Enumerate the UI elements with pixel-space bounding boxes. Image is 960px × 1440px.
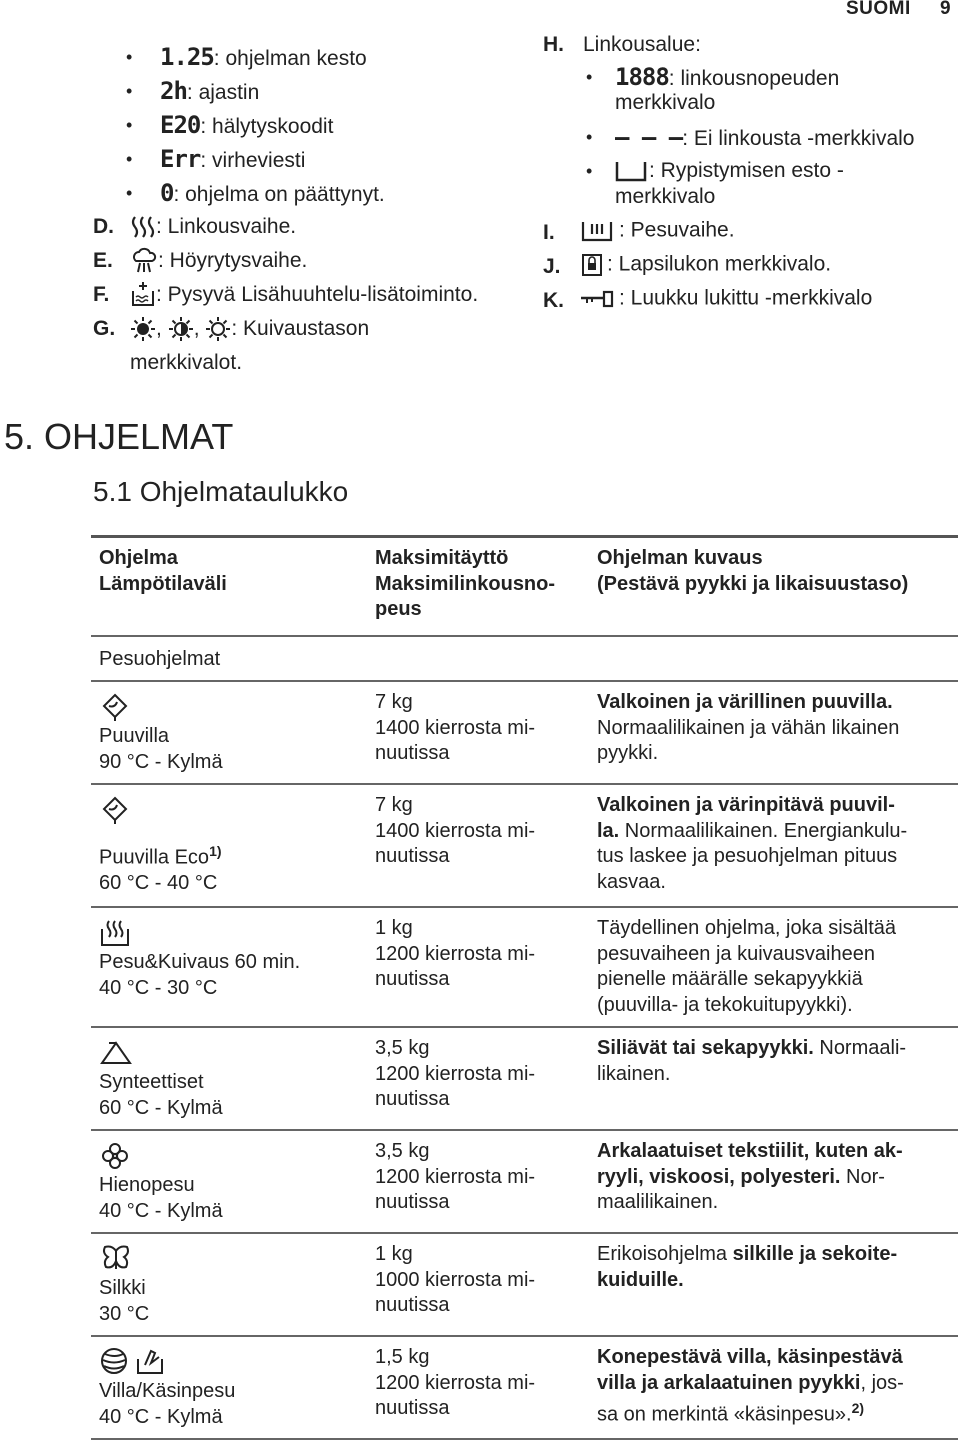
cotton-eco-icon bbox=[99, 793, 131, 827]
legend-item-f bbox=[93, 278, 513, 312]
legend-text: : linkousnopeuden bbox=[668, 67, 840, 90]
program-table bbox=[91, 535, 958, 1440]
header-program: Ohjelma Lämpötilaväli bbox=[99, 547, 227, 595]
legend-item-k bbox=[543, 283, 953, 317]
legend-text: : virheviesti bbox=[200, 149, 306, 172]
duration-display-icon: 1.25 bbox=[160, 43, 214, 71]
steam-icon bbox=[130, 247, 158, 275]
temperature-range: 60 °C - Kylmä bbox=[99, 1096, 223, 1119]
table-row: Villa/Käsinpesu 40 °C - Kylmä 1,5 kg 1200 kierrosta mi- nuutissa Konepestävä villa, käsinpestävä villa ja arkalaatuinen pyykki, jos- sa on merkintä «käsinpesu».$^{2)}$ bbox=[91, 1336, 958, 1439]
error-display-icon: Err bbox=[160, 145, 201, 173]
program-name: Puuvilla Eco bbox=[99, 846, 210, 869]
legend-text: : ohjelma on päättynyt. bbox=[173, 183, 385, 206]
legend-text: : hälytyskoodit bbox=[200, 115, 334, 138]
bullet: • bbox=[126, 81, 133, 101]
footnote-mark: 2) bbox=[851, 1400, 865, 1416]
legend-text: : ajastin bbox=[186, 81, 260, 104]
program-name: Silkki bbox=[99, 1277, 146, 1299]
language-label: SUOMI bbox=[846, 0, 911, 19]
temperature-range: 30 °C bbox=[99, 1302, 150, 1325]
end-display-icon: 0 bbox=[160, 179, 174, 207]
subsection-title: 5.1 Ohjelmataulukko bbox=[93, 476, 349, 507]
program-name: Villa/Käsinpesu bbox=[99, 1380, 236, 1402]
permanent-extra-rinse-icon bbox=[130, 281, 156, 309]
table-header-row bbox=[91, 537, 958, 636]
legend-item-error bbox=[93, 142, 513, 176]
table-section-row bbox=[91, 636, 958, 682]
cotton-icon bbox=[99, 690, 131, 724]
temperature-range: 40 °C - Kylmä bbox=[99, 1405, 223, 1428]
legend-item-duration bbox=[93, 40, 513, 74]
page-number: 9 bbox=[940, 0, 951, 19]
legend-text: : Höyrytysvaihe. bbox=[158, 249, 308, 272]
legend-text: Linkousalue: bbox=[583, 33, 701, 56]
legend-item-h bbox=[543, 29, 953, 61]
legend-left bbox=[93, 40, 513, 380]
footnote-mark: 1) bbox=[209, 843, 222, 859]
legend-letter: H. bbox=[543, 33, 564, 56]
bullet: • bbox=[586, 127, 593, 147]
legend-text: : Rypistymisen esto - bbox=[649, 159, 844, 182]
legend-text: : Kuivaustason bbox=[231, 317, 370, 340]
spin-phase-icon bbox=[130, 214, 156, 240]
legend-letter: F. bbox=[93, 283, 110, 306]
door-locked-icon bbox=[579, 286, 619, 312]
header-max-load: Maksimitäyttö Maksimilinkousno- peus bbox=[375, 547, 556, 620]
legend-item-i bbox=[543, 215, 953, 249]
no-spin-display-icon: – – – bbox=[615, 123, 683, 151]
program-name: Puuvilla bbox=[99, 725, 170, 747]
table-row: Pesu&Kuivaus 60 min. 40 °C - 30 °C 1 kg 1200 kierrosta mi- nuutissa Täydellinen ohjelma, joka sisältää pesuvaiheen ja kuivausvaiheen pienelle määrälle sekapyykkiä (puuvilla- ja tekokuitupyykki). bbox=[91, 907, 958, 1027]
legend-item-e bbox=[93, 244, 513, 278]
legend-text: : Lapsilukon merkkivalo. bbox=[607, 252, 832, 276]
bullet: • bbox=[126, 183, 133, 203]
table-row: Puuvilla 90 °C - Kylmä 7 kg 1400 kierrosta mi- nuutissa Valkoinen ja värillinen puuvilla. Normaalilikainen ja vähän likainen pyykki. bbox=[91, 681, 958, 784]
legend-letter: D. bbox=[93, 215, 114, 238]
legend-text: : Pesuvaihe. bbox=[619, 218, 735, 242]
legend-text: merkkivalo bbox=[615, 91, 716, 114]
temperature-range: 40 °C - 30 °C bbox=[99, 976, 218, 999]
wool-icon bbox=[99, 1345, 129, 1377]
separator: , bbox=[156, 317, 162, 340]
legend-letter: E. bbox=[93, 249, 113, 272]
legend-item-alarm bbox=[93, 108, 513, 142]
anti-crease-icon bbox=[615, 159, 649, 183]
header-description: Ohjelman kuvaus (Pestävä pyykki ja likaisuustaso) bbox=[597, 547, 909, 595]
legend-text: : Pysyvä Lisähuuhtelu-lisätoiminto. bbox=[156, 283, 479, 306]
alarm-code-icon: E20 bbox=[160, 111, 201, 139]
bullet: • bbox=[126, 47, 133, 67]
table-row: Synteettiset 60 °C - Kylmä 3,5 kg 1200 kierrosta mi- nuutissa Siliävät tai sekapyykki. Normaali- likainen. bbox=[91, 1027, 958, 1130]
timer-display-icon: 2h bbox=[160, 77, 187, 105]
bullet: • bbox=[126, 149, 133, 169]
legend-item-d bbox=[93, 210, 513, 244]
legend-text: merkkivalo bbox=[615, 185, 716, 208]
program-name: Hienopesu bbox=[99, 1174, 195, 1196]
legend-item-timer bbox=[93, 74, 513, 108]
wash-phase-icon bbox=[579, 218, 619, 244]
bullet: • bbox=[586, 161, 593, 181]
temperature-range: 90 °C - Kylmä bbox=[99, 750, 223, 773]
legend-letter: I. bbox=[543, 221, 555, 244]
table-row: Hienopesu 40 °C - Kylmä 3,5 kg 1200 kierrosta mi- nuutissa Arkalaatuiset tekstiilit, kuten ak- ryyli, viskoosi, polyesteri. Nor- maalilikainen. bbox=[91, 1130, 958, 1233]
legend-text: : ohjelman kesto bbox=[213, 47, 367, 70]
legend-text: : Linkousvaihe. bbox=[156, 215, 297, 238]
legend-item-spin-speed bbox=[543, 61, 953, 121]
synthetics-icon bbox=[99, 1036, 133, 1070]
legend-item-anti-crease bbox=[543, 155, 953, 215]
legend-text: : Ei linkousta -merkkivalo bbox=[682, 127, 915, 150]
legend-text: : Luukku lukittu -merkkivalo bbox=[619, 286, 873, 310]
section-title: 5. OHJELMAT bbox=[4, 416, 234, 457]
program-name: Pesu&Kuivaus 60 min. bbox=[99, 951, 301, 973]
spin-speed-display-icon: 1888 bbox=[615, 63, 669, 91]
wash-and-dry-icon bbox=[99, 916, 133, 950]
delicates-icon bbox=[99, 1139, 131, 1173]
legend-item-g-cont bbox=[93, 346, 513, 380]
program-name: Synteettiset bbox=[99, 1071, 204, 1093]
temperature-range: 40 °C - Kylmä bbox=[99, 1199, 223, 1222]
table-row: Silkki 30 °C 1 kg 1000 kierrosta mi- nuutissa Erikoisohjelma silkille ja sekoite- kuiduille. bbox=[91, 1233, 958, 1336]
legend-letter: K. bbox=[543, 289, 564, 312]
temperature-range: 60 °C - 40 °C bbox=[99, 872, 218, 895]
legend-item-j bbox=[543, 249, 953, 283]
separator: , bbox=[193, 317, 200, 340]
handwash-icon bbox=[135, 1345, 165, 1377]
child-lock-icon bbox=[579, 252, 607, 278]
dry-level-mid-icon bbox=[168, 316, 194, 342]
legend-item-no-spin bbox=[543, 121, 953, 155]
dry-level-high-icon bbox=[130, 316, 156, 342]
bullet: • bbox=[586, 67, 593, 87]
legend-item-finished bbox=[93, 176, 513, 210]
legend-item-g bbox=[93, 312, 513, 346]
legend-letter: G. bbox=[93, 317, 116, 340]
legend-text: merkkivalot. bbox=[130, 351, 243, 374]
silk-icon bbox=[99, 1242, 133, 1276]
legend-letter: J. bbox=[543, 255, 561, 278]
table-row: Puuvilla Eco$^{1)}$ 60 °C - 40 °C 7 kg 1400 kierrosta mi- nuutissa Valkoinen ja värinpitävä puuvil- la. Normaalilikainen. Energiankulu- tus laskee ja pesuohjelman pituus kasvaa. bbox=[91, 784, 958, 907]
dry-level-low-icon bbox=[205, 316, 231, 342]
bullet: • bbox=[126, 115, 133, 135]
section-label: Pesuohjelmat bbox=[99, 647, 221, 670]
legend-right bbox=[543, 29, 953, 317]
